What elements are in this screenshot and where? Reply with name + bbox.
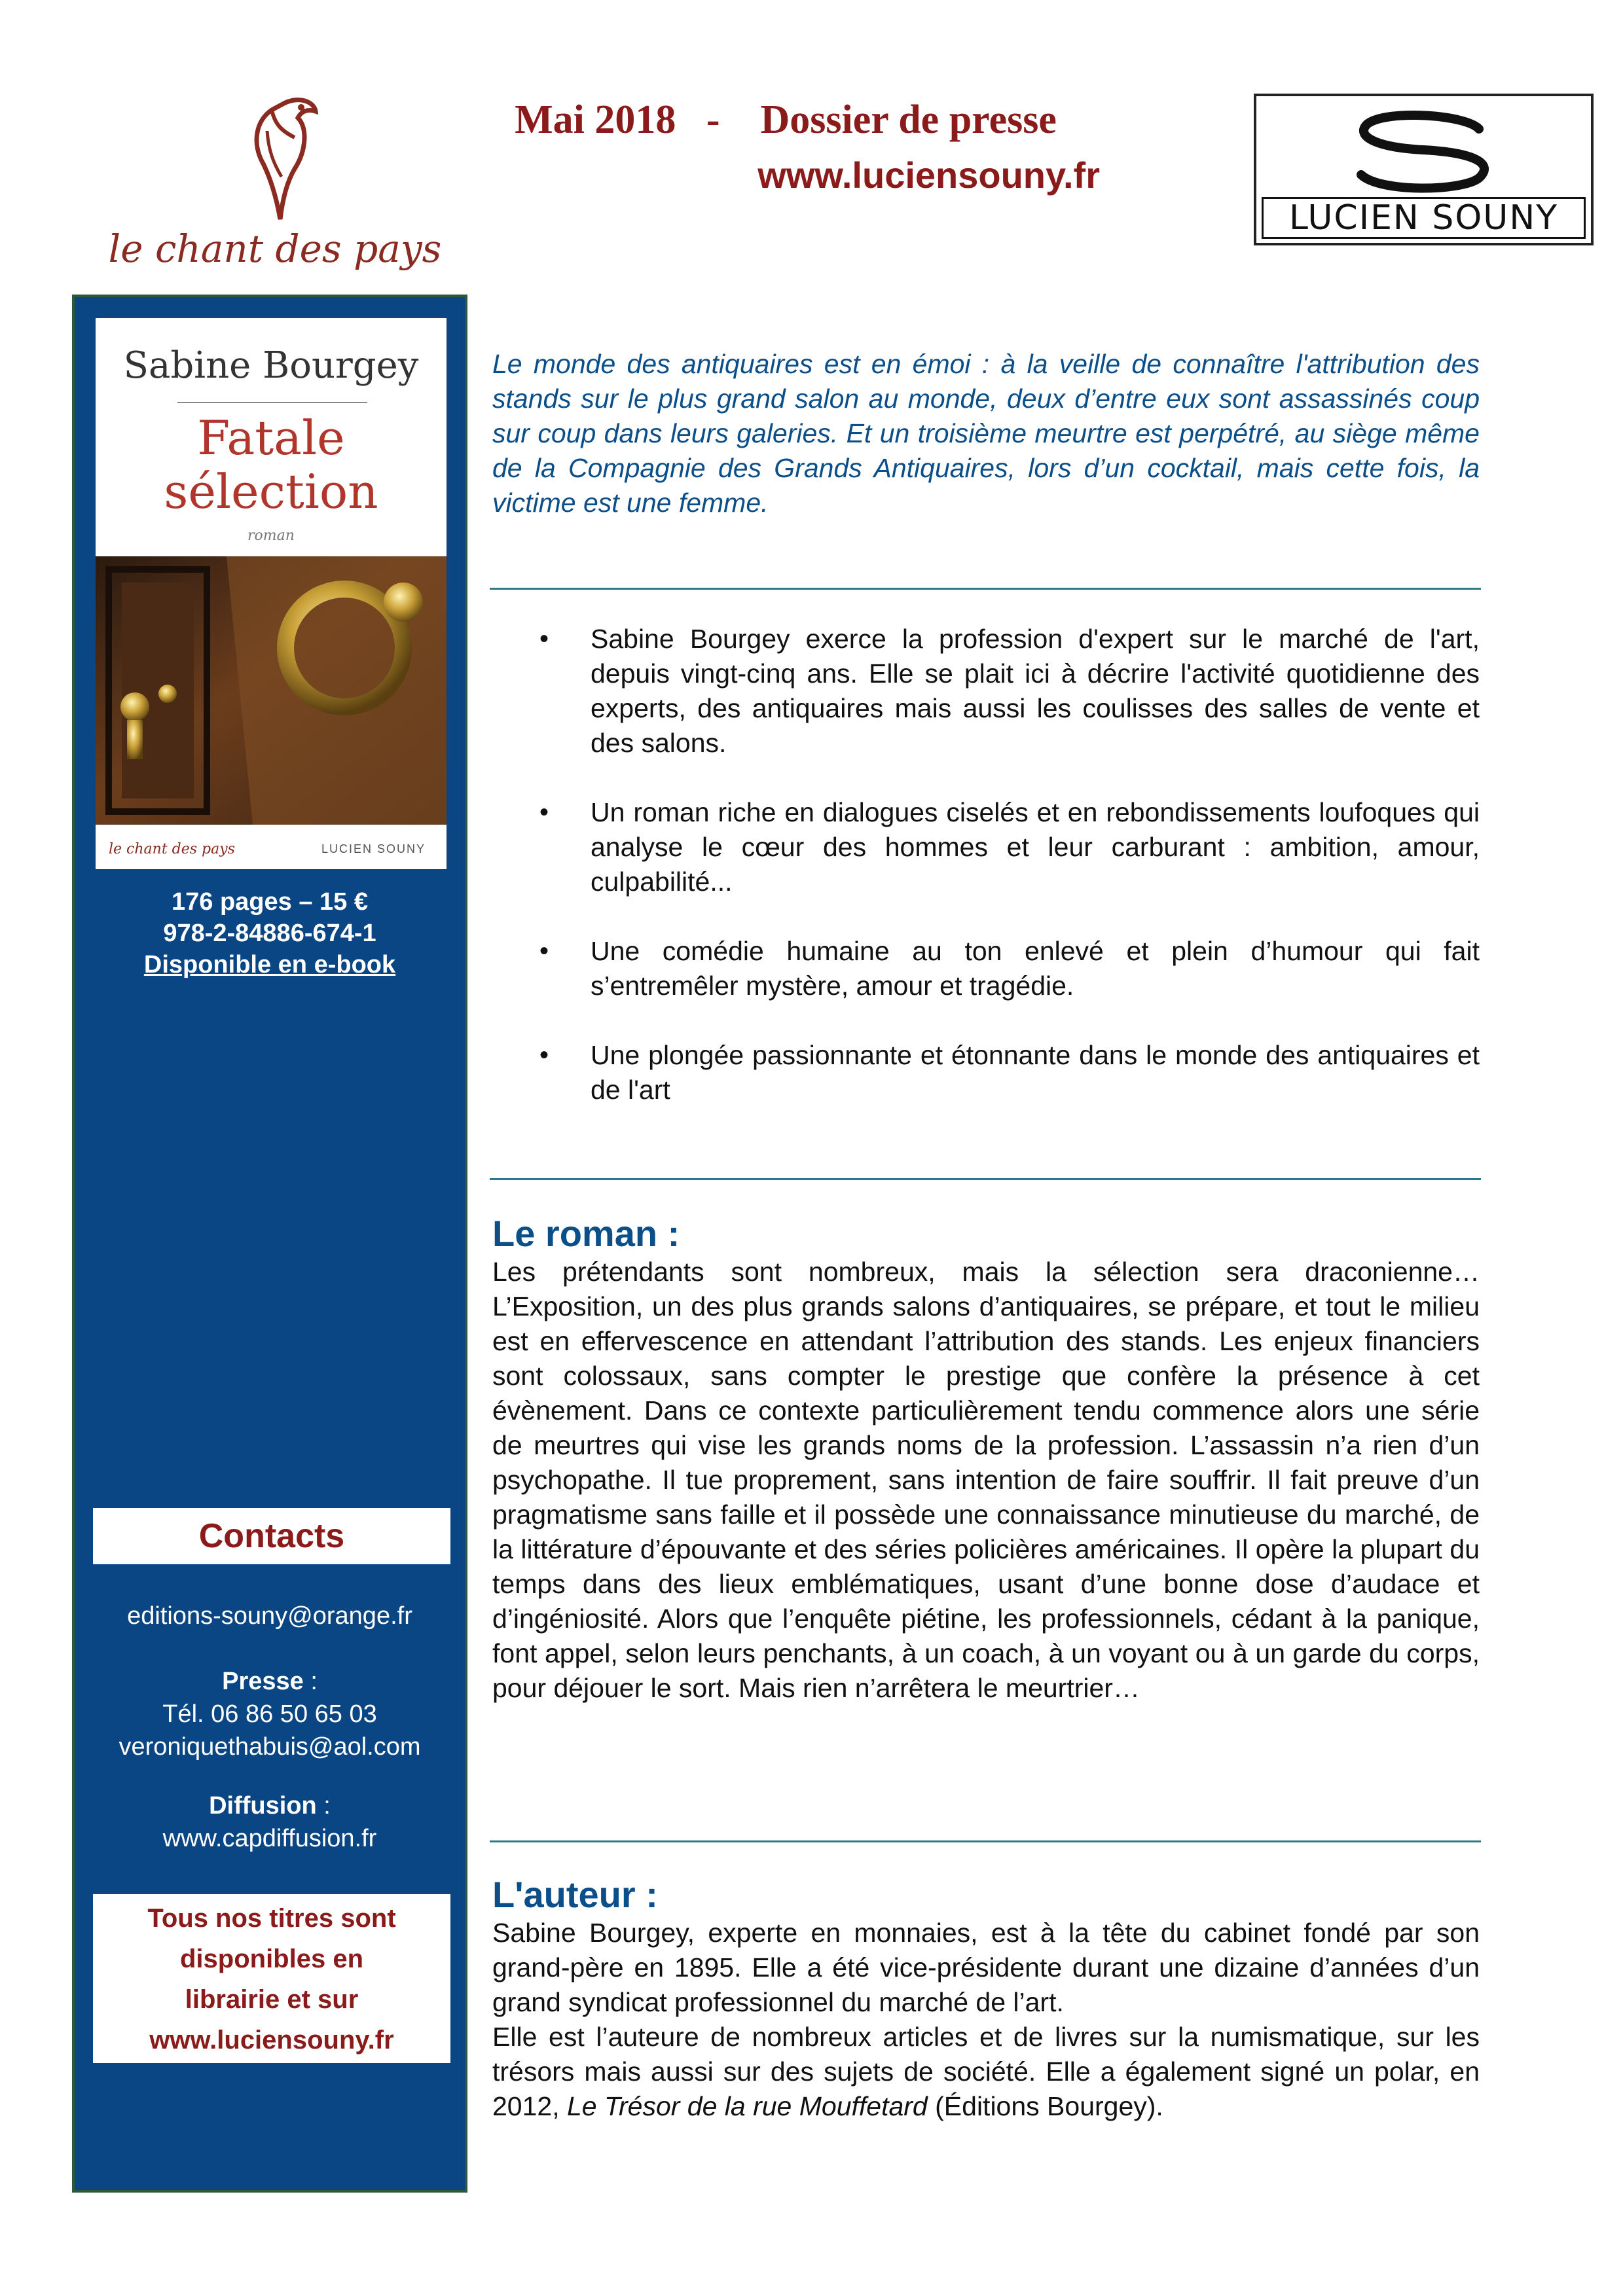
pages-price: 176 pages – 15 € (172, 888, 368, 916)
list-item-text: Une plongée passionnante et étonnante dans le monde des antiquaires et de l'art (591, 1040, 1480, 1105)
list-item-text: Une comédie humaine au ton enlevé et plein d’humour qui fait s’entremêler mystère, amour et tragédie. (591, 936, 1480, 1001)
diffusion-colon: : (316, 1792, 331, 1820)
roman-heading: Le roman : (492, 1213, 680, 1254)
divider-2 (490, 1178, 1481, 1180)
cover-author: Sabine Bourgey (123, 344, 419, 387)
diffusion-label-row (75, 1789, 465, 1822)
cover-genre: roman (247, 528, 295, 544)
divider-1 (490, 588, 1481, 590)
press-label: Presse (222, 1668, 304, 1695)
list-item (492, 622, 1480, 761)
contact-email[interactable]: editions-souny@orange.fr (127, 1602, 412, 1630)
list-item (492, 1038, 1480, 1107)
availability-line1: Tous nos titres sont (147, 1904, 396, 1933)
divider-3 (490, 1840, 1481, 1842)
roman-text: Les prétendants sont nombreux, mais la sélection sera draconienne… L’Exposition, un des plus grands salons d’antiquaires, se prépare, et tout le milieu est en effervescence en attendant l’attribution des stands. Les enjeux financiers sont colossaux, sans compter le prestige que confère la présence à cet évènement. Dans ce contexte particulièrement tendu commence alors une série de meurtres qui vise les grands noms de la profession. L’assassin n’a rien d’un psychopathe. Il tue proprement, sans intention de faire souffrir. Il fait preuve d’un pragmatisme sans faille et il possède une connaissance minutieuse du marché, de la littérature d’épouvante et des séries policières américaines. Il opère la plupart du temps dans des lieux emblématiques, usant d’une bonne dose d’audace et d’ingéniosité. Alors que l’enquête piétine, les professionnels, cédant à la panique, font appel, selon leurs penchants, à un coach, à un voyant ou à un garde du corps, pour déjouer le sort. Mais rien n’arrêtera le meurtrier… (492, 1257, 1480, 1703)
book-info (75, 886, 465, 980)
roman-section (492, 1212, 1480, 1706)
brand-logo (1254, 94, 1594, 245)
ebook-link[interactable]: Disponible en e-book (143, 951, 396, 978)
cover-door-photo (96, 556, 447, 825)
header-website-link[interactable]: www.luciensouny.fr (757, 154, 1100, 196)
book-title-reference: Le Trésor de la rue Mouffetard (567, 2091, 928, 2121)
publisher-logo-text: le chant des pays (108, 226, 442, 271)
s-monogram-logo-icon (1348, 109, 1499, 194)
cover-brand: LUCIEN SOUNY (321, 842, 426, 855)
brand-logo-text: LUCIEN SOUNY (1288, 198, 1559, 238)
cover-title-line1: Fatale (197, 410, 345, 465)
list-item (492, 795, 1480, 899)
press-phone: Tél. 06 86 50 65 03 (162, 1700, 377, 1728)
auteur-paragraph-2 (492, 2020, 1480, 2124)
diffusion-label: Diffusion (209, 1792, 317, 1820)
availability-url[interactable]: www.luciensouny.fr (149, 2026, 394, 2054)
auteur-heading: L'auteur : (492, 1874, 658, 1915)
cover-title (96, 411, 447, 518)
book-cover (96, 318, 447, 869)
availability-box (93, 1894, 450, 2063)
page-title: Mai 2018 - Dossier de presse (515, 98, 1057, 142)
sidebar (72, 295, 467, 2193)
availability-line2: disponibles en (179, 1945, 364, 1973)
bullet-dot-icon: • (539, 1041, 549, 1069)
cover-publisher: le chant des pays (109, 841, 235, 857)
intro-paragraph: Le monde des antiquaires est en émoi : à la veille de connaître l'attribution des stands sur le plus grand salon au monde, deux d’entre eux sont assassinés coup sur coup dans leurs galeries. Et un troisième meurtre est perpétré, au siège même de la Compagnie des Grands Antiquaires, lors d’un cocktail, mais cette fois, la victime est une femme. (492, 349, 1480, 518)
bird-logo-icon (236, 92, 321, 223)
cover-title-line2: sélection (164, 464, 378, 519)
auteur-p2-end: (Éditions Bourgey). (927, 2091, 1163, 2121)
isbn: 978-2-84886-674-1 (163, 920, 376, 947)
auteur-section (492, 1873, 1480, 2124)
press-colon: : (303, 1668, 318, 1695)
diffusion-url[interactable]: www.capdiffusion.fr (162, 1825, 377, 1852)
list-item-text: Un roman riche en dialogues ciselés et en rebondissements loufoques qui analyse le cœur des hommes et leur carburant : ambition, amour, culpabilité... (591, 797, 1480, 897)
press-label-row (75, 1665, 465, 1698)
contact-details (75, 1600, 465, 1855)
publisher-logo (98, 92, 452, 281)
availability-line3: librairie et sur (185, 1985, 359, 2014)
highlights-list (492, 622, 1480, 1142)
press-email[interactable]: veroniquethabuis@aol.com (119, 1733, 421, 1761)
list-item-text: Sabine Bourgey exerce la profession d'expert sur le marché de l'art, depuis vingt-cinq ans. Elle se plait ici à décrire l'activité quotidienne des experts, des antiquaires mais aussi les coulisses des salles de vente et des salons. (591, 624, 1480, 758)
auteur-paragraph-1: Sabine Bourgey, experte en monnaies, est à la tête du cabinet fondé par son grand-père en 1895. Elle a été vice-présidente durant une dizaine d’années d’un grand syndicat professionnel du marché de l’art. (492, 1918, 1480, 2017)
auteur-p2-start: Elle est l’auteure de nombreux articles et de livres sur la numismatique, sur les trésors mais aussi sur des sujets de société. Elle a également signé un polar, en 2012, (492, 2022, 1480, 2121)
list-item (492, 934, 1480, 1003)
contacts-heading: Contacts (93, 1508, 450, 1564)
cover-rule (177, 402, 367, 403)
bullet-dot-icon: • (539, 937, 549, 965)
bullet-dot-icon: • (539, 798, 549, 827)
auteur-text (492, 1916, 1480, 2124)
bullet-dot-icon: • (539, 624, 549, 653)
